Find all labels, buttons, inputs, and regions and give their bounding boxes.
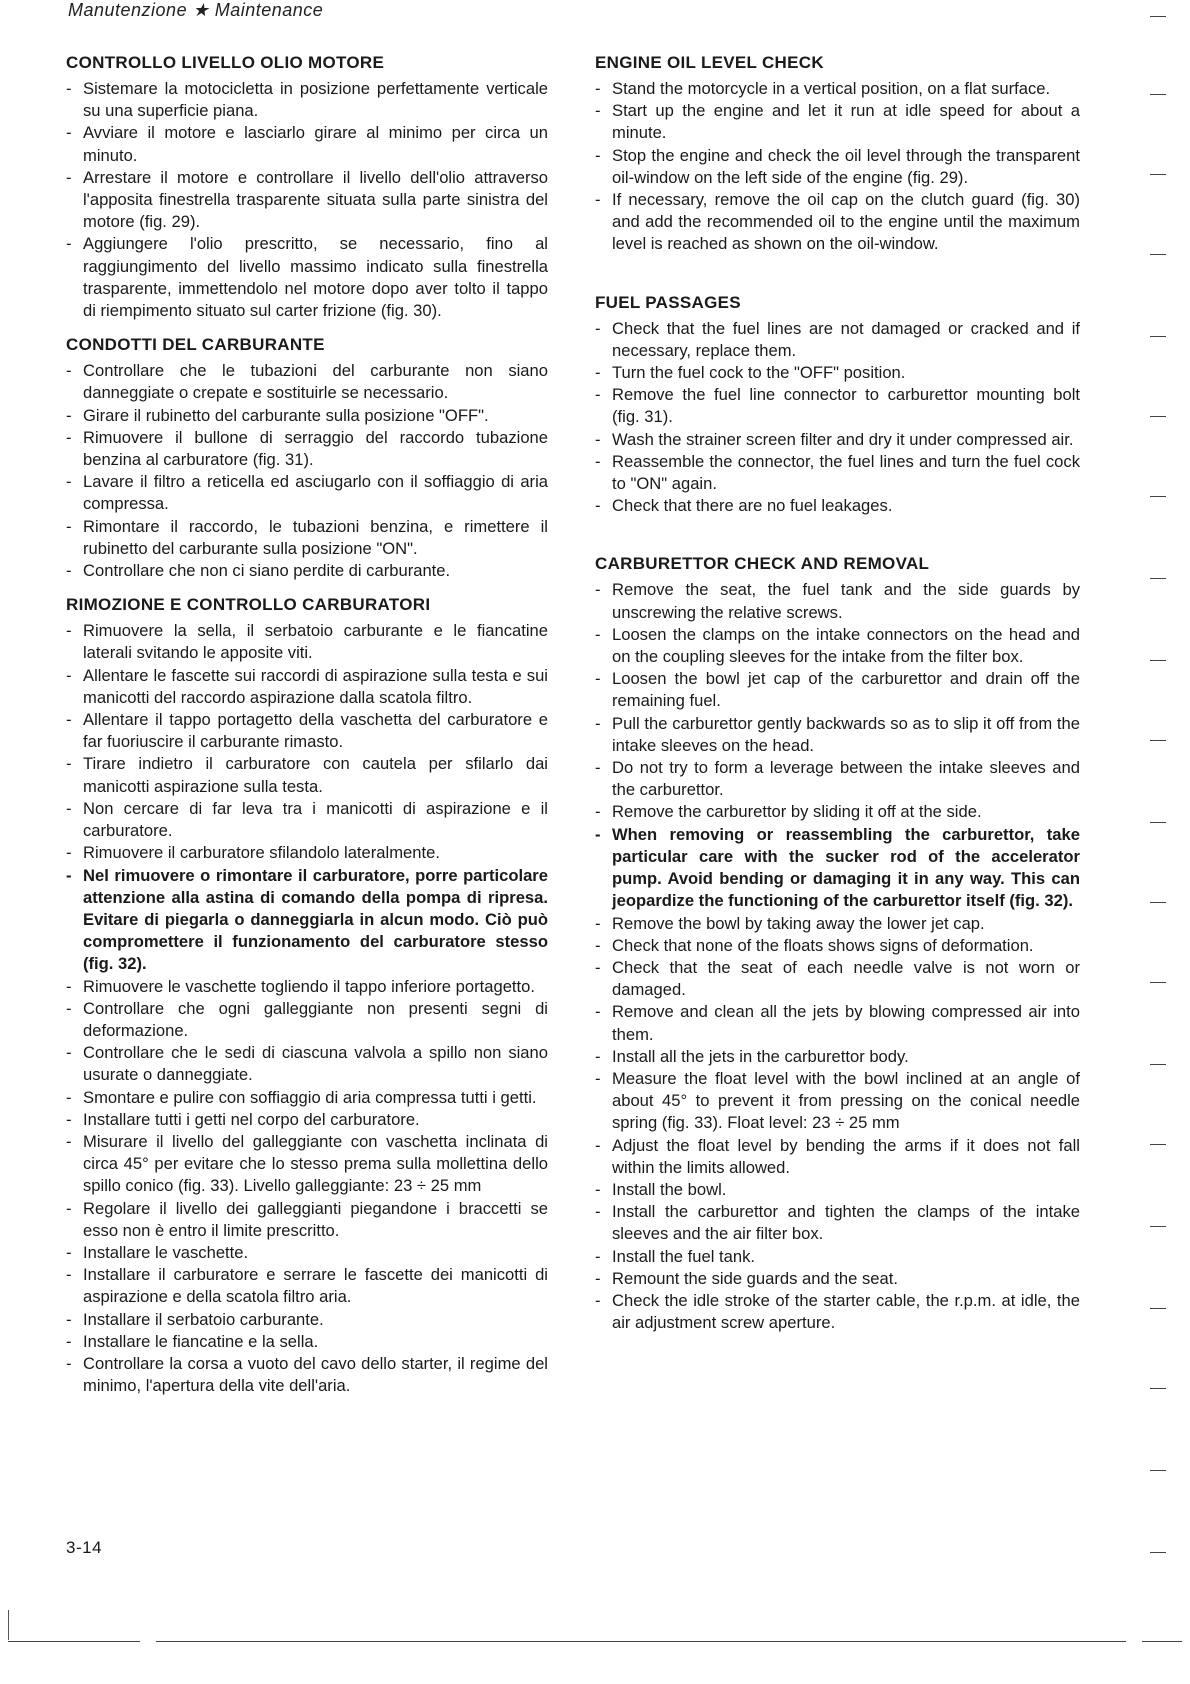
margin-tick	[1150, 740, 1166, 741]
section-carburettor-it	[66, 594, 548, 1397]
list-item: - Girare il rubinetto del carburante sulla posizione "OFF".	[66, 405, 548, 427]
list-item: - Rimuovere il carburatore sfilandolo lateralmente.	[66, 842, 548, 864]
list-item: - Rimontare il raccordo, le tubazioni benzina, e rimettere il rubinetto del carburante sulla posizione "ON".	[66, 516, 548, 560]
list-item: - Controllare la corsa a vuoto del cavo dello starter, il regime del minimo, l'apertura della vite dell'aria.	[66, 1353, 548, 1397]
margin-tick	[1150, 578, 1166, 579]
list-item: - Remove the fuel line connector to carburettor mounting bolt (fig. 31).	[595, 384, 1080, 428]
list-item: - Misurare il livello del galleggiante con vaschetta inclinata di circa 45° per evitare che lo stesso prema sulla mollettina dello spillo conico (fig. 33). Livello galleggiante: 23 ÷ 25 mm	[66, 1131, 548, 1198]
section-carburettor-en	[595, 553, 1080, 1334]
list-item: - Arrestare il motore e controllare il livello dell'olio attraverso l'apposita finestrella trasparente situata sulla parte sinistra del motore (fig. 29).	[66, 167, 548, 234]
list-item: - Remove the seat, the fuel tank and the side guards by unscrewing the relative screws.	[595, 579, 1080, 623]
list-item: - Avviare il motore e lasciarlo girare al minimo per circa un minuto.	[66, 122, 548, 166]
list-item: - Allentare il tappo portagetto della vaschetta del carburatore e far fuoriuscire il carburante rimasto.	[66, 709, 548, 753]
list-item: - Install the fuel tank.	[595, 1246, 1080, 1268]
margin-tick	[1150, 174, 1166, 175]
section-title: ENGINE OIL LEVEL CHECK	[595, 53, 824, 72]
list-item: - Check that the seat of each needle valve is not worn or damaged.	[595, 957, 1080, 1001]
margin-tick	[1150, 1226, 1166, 1227]
page-number: 3-14	[66, 1538, 103, 1557]
list-item: - Allentare le fascette sui raccordi di aspirazione sulla testa e sui manicotti del raccordo aspirazione dalla scatola filtro.	[66, 665, 548, 709]
list-item: - Installare tutti i getti nel corpo del carburatore.	[66, 1109, 548, 1131]
list-item: - Measure the float level with the bowl inclined at an angle of about 45° to prevent it from pressing on the conical needle spring (fig. 33). Float level: 23 ÷ 25 mm	[595, 1068, 1080, 1135]
list-item: - Loosen the clamps on the intake connectors on the head and on the coupling sleeves for the intake from the filter box.	[595, 624, 1080, 668]
list-item: - Rimuovere la sella, il serbatoio carburante e le fiancatine laterali svitando le apposite viti.	[66, 620, 548, 664]
list-item: - Installare il carburatore e serrare le fascette dei manicotti di aspirazione e della scatola filtro aria.	[66, 1264, 548, 1308]
list-item: - Adjust the float level by bending the arms if it does not fall within the limits allowed.	[595, 1135, 1080, 1179]
warning-item: - Nel rimuovere o rimontare il carburatore, porre particolare attenzione alla astina di comando della pompa di ripresa. Evitare di piegarla o danneggiarla in alcun modo. Ciò può compromettere il funzionamento del carburatore stesso (fig. 32).	[66, 865, 548, 976]
list-item: - Controllare che le tubazioni del carburante non siano danneggiate o crepate e sostituirle se necessario.	[66, 360, 548, 404]
list-item: - Installare il serbatoio carburante.	[66, 1309, 548, 1331]
list-item: - Start up the engine and let it run at idle speed for about a minute.	[595, 100, 1080, 144]
section-title: FUEL PASSAGES	[595, 292, 741, 312]
margin-tick	[1150, 16, 1166, 17]
section-fuel-it	[66, 334, 548, 582]
list-item: - Check that there are no fuel leakages.	[595, 495, 1080, 517]
margin-tick	[1150, 416, 1166, 417]
margin-tick	[1150, 496, 1166, 497]
margin-tick	[1150, 1552, 1166, 1553]
list-item: - Check that the fuel lines are not damaged or cracked and if necessary, replace them.	[595, 318, 1080, 362]
list-item: - Remove the bowl by taking away the lower jet cap.	[595, 913, 1080, 935]
margin-tick	[1150, 254, 1166, 255]
margin-tick	[1150, 982, 1166, 983]
margin-tick	[1150, 660, 1166, 661]
list-item: - Controllare che le sedi di ciascuna valvola a spillo non siano usurate o danneggiate.	[66, 1042, 548, 1086]
list-item: - Stand the motorcycle in a vertical position, on a flat surface.	[595, 78, 1080, 100]
section-oil-level-en	[595, 52, 1080, 256]
section-title: RIMOZIONE E CONTROLLO CARBURATORI	[66, 595, 431, 615]
list-item: - Install the bowl.	[595, 1179, 1080, 1201]
list-item: - Install the carburettor and tighten the clamps of the intake sleeves and the air filter box.	[595, 1201, 1080, 1245]
list-item: - Pull the carburettor gently backwards so as to slip it off from the intake sleeves on the head.	[595, 713, 1080, 757]
warning-item: - When removing or reassembling the carburettor, take particular care with the sucker rod of the accelerator pump. Avoid bending or damaging it in any way. This can jeopardize the functioning of the carburettor itself (fig. 32).	[595, 824, 1080, 913]
section-fuel-en	[595, 292, 1080, 518]
margin-tick	[1150, 822, 1166, 823]
scan-edge-mark	[8, 1610, 9, 1640]
margin-tick	[1150, 1470, 1166, 1471]
list-item: - Controllare che ogni galleggiante non presenti segni di deformazione.	[66, 998, 548, 1042]
list-item: - Rimuovere le vaschette togliendo il tappo inferiore portagetto.	[66, 976, 548, 998]
list-item: - Stop the engine and check the oil level through the transparent oil-window on the left side of the engine (fig. 29).	[595, 145, 1080, 189]
list-item: - Reassemble the connector, the fuel lines and turn the fuel cock to "ON" again.	[595, 451, 1080, 495]
list-item: - Tirare indietro il carburatore con cautela per sfilarlo dai manicotti aspirazione sulla testa.	[66, 753, 548, 797]
margin-tick	[1150, 336, 1166, 337]
running-header: Manutenzione ★ Maintenance	[68, 0, 324, 20]
italian-column	[66, 52, 548, 1409]
margin-tick	[1150, 1144, 1166, 1145]
list-item: - Remove the carburettor by sliding it off at the side.	[595, 801, 1080, 823]
bottom-rule	[156, 1641, 1126, 1642]
list-item: - Non cercare di far leva tra i manicotti di aspirazione e il carburatore.	[66, 798, 548, 842]
list-item: - If necessary, remove the oil cap on the clutch guard (fig. 30) and add the recommended oil to the engine until the maximum level is reached as shown on the oil-window.	[595, 189, 1080, 256]
english-column	[595, 52, 1080, 1334]
bottom-rule	[1142, 1641, 1182, 1642]
list-item: - Remount the side guards and the seat.	[595, 1268, 1080, 1290]
list-item: - Remove and clean all the jets by blowing compressed air into them.	[595, 1001, 1080, 1045]
margin-tick	[1150, 1388, 1166, 1389]
margin-tick	[1150, 902, 1166, 903]
list-item: - Turn the fuel cock to the "OFF" position.	[595, 362, 1080, 384]
margin-tick	[1150, 1308, 1166, 1309]
section-title: CONDOTTI DEL CARBURANTE	[66, 335, 325, 355]
list-item: - Lavare il filtro a reticella ed asciugarlo con il soffiaggio di aria compressa.	[66, 471, 548, 515]
section-title: CARBURETTOR CHECK AND REMOVAL	[595, 554, 930, 574]
list-item: - Installare le fiancatine e la sella.	[66, 1331, 548, 1353]
list-item: - Smontare e pulire con soffiaggio di aria compressa tutti i getti.	[66, 1087, 548, 1109]
list-item: - Wash the strainer screen filter and dry it under compressed air.	[595, 429, 1080, 451]
list-item: - Controllare che non ci siano perdite di carburante.	[66, 560, 548, 582]
list-item: - Aggiungere l'olio prescritto, se necessario, fino al raggiungimento del livello massimo indicato sulla finestrella trasparente, immettendolo nel motore dopo aver tolto il tappo di riempimento situato sul carter frizione (fig. 30).	[66, 233, 548, 322]
section-oil-level-it	[66, 52, 548, 322]
section-title: CONTROLLO LIVELLO OLIO MOTORE	[66, 53, 385, 72]
margin-tick	[1150, 1064, 1166, 1065]
list-item: - Loosen the bowl jet cap of the carburettor and drain off the remaining fuel.	[595, 668, 1080, 712]
list-item: - Sistemare la motocicletta in posizione perfettamente verticale su una superficie piana.	[66, 78, 548, 122]
list-item: - Rimuovere il bullone di serraggio del raccordo tubazione benzina al carburatore (fig. 31).	[66, 427, 548, 471]
margin-tick	[1150, 94, 1166, 95]
list-item: - Installare le vaschette.	[66, 1242, 548, 1264]
list-item: - Do not try to form a leverage between the intake sleeves and the carburettor.	[595, 757, 1080, 801]
list-item: - Check that none of the floats shows signs of deformation.	[595, 935, 1080, 957]
bottom-rule	[8, 1641, 140, 1642]
list-item: - Install all the jets in the carburettor body.	[595, 1046, 1080, 1068]
list-item: - Check the idle stroke of the starter cable, the r.p.m. at idle, the air adjustment screw aperture.	[595, 1290, 1080, 1334]
list-item: - Regolare il livello dei galleggianti piegandone i braccetti se esso non è entro il limite prescritto.	[66, 1198, 548, 1242]
